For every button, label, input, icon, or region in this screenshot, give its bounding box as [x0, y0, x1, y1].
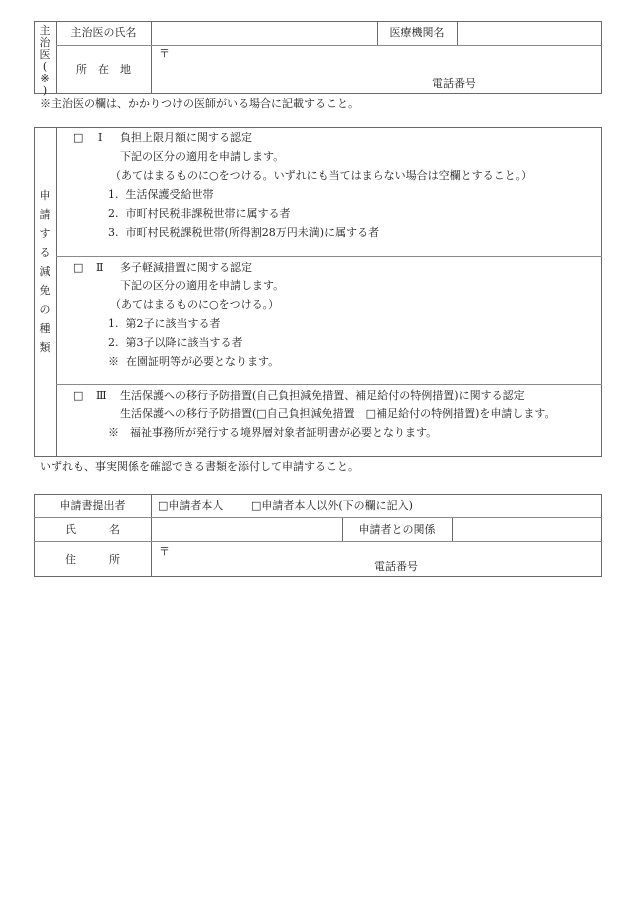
divider: [151, 494, 152, 577]
relation-field[interactable]: [454, 519, 600, 540]
item-title: 生活保護への移行予防措置(自己負担減免措置、補足給付の特例措置)に関する認定: [120, 389, 525, 402]
option-self-checkbox[interactable]: □申請者本人: [158, 499, 224, 512]
doctor-name-field[interactable]: [153, 23, 375, 44]
option-1[interactable]: 1. 第2子に該当する者: [108, 317, 221, 330]
item-numeral: Ⅲ: [96, 389, 107, 402]
attachment-note: いずれも、事実関係を確認できる書類を添付して申請すること。: [40, 460, 359, 473]
address-label: 所 在 地: [76, 63, 131, 76]
item-note: ※ 在園証明等が必要となります。: [108, 355, 280, 368]
divider: [34, 541, 602, 542]
option-1[interactable]: 1. 生活保護受給世帯: [108, 188, 214, 201]
name-field[interactable]: [153, 519, 340, 540]
item-line: 下記の区分の適用を申請します。: [120, 150, 285, 163]
submitter-label: 申請書提出者: [59, 499, 126, 512]
divider: [151, 21, 152, 94]
option-other-checkbox[interactable]: □申請者本人以外(下の欄に記入): [251, 499, 413, 512]
divider: [452, 517, 453, 541]
doctor-name-label: 主治医の氏名: [70, 26, 137, 39]
doctor-side-label: 主 治 医 ( ※ ): [39, 24, 51, 97]
doctor-note: ※主治医の欄は、かかりつけの医師がいる場合に記載すること。: [40, 97, 359, 110]
item-numeral: Ⅱ: [96, 261, 104, 274]
checkbox-item-2[interactable]: □: [73, 261, 84, 274]
item-instruction: （あてはまるものに○をつける。）: [110, 298, 280, 311]
institution-label: 医療機関名: [389, 26, 445, 39]
divider: [34, 517, 602, 518]
item-line[interactable]: 生活保護への移行予防措置(□自己負担減免措置 □補足給付の特例措置)を申請します。: [120, 407, 556, 420]
divider: [56, 384, 602, 385]
phone-label: 電話番号: [374, 560, 418, 573]
item-note: ※ 福祉事務所が発行する境界層対象者証明書が必要となります。: [108, 426, 438, 439]
option-3[interactable]: 3. 市町村民税課税世帯(所得割28万円未満)に属する者: [108, 226, 380, 239]
postal-mark: 〒: [159, 47, 170, 60]
checkbox-item-3[interactable]: □: [73, 389, 84, 402]
address-label: 住 所: [65, 553, 120, 566]
phone-label: 電話番号: [432, 77, 476, 90]
name-label: 氏 名: [65, 523, 120, 536]
doctor-address-field[interactable]: [153, 47, 600, 92]
item-line: 下記の区分の適用を申請します。: [120, 279, 285, 292]
divider: [56, 45, 602, 46]
postal-mark: 〒: [159, 545, 170, 558]
reduction-side-label: 申 請 す る 減 免 の 種 類: [39, 189, 51, 354]
option-2[interactable]: 2. 第3子以降に該当する者: [108, 336, 243, 349]
submitter-address-field[interactable]: [153, 543, 600, 575]
item-title: 多子軽減措置に関する認定: [120, 261, 252, 274]
item-title: 負担上限月額に関する認定: [120, 131, 252, 144]
divider: [56, 256, 602, 257]
option-2[interactable]: 2. 市町村民税非課税世帯に属する者: [108, 207, 291, 220]
institution-field[interactable]: [459, 23, 600, 44]
checkbox-item-1[interactable]: □: [73, 131, 84, 144]
divider: [56, 127, 57, 457]
item-instruction: （あてはまるものに○をつける。いずれにも当てはまらない場合は空欄とすること。）: [110, 169, 533, 182]
divider: [457, 21, 458, 45]
relation-label: 申請者との関係: [358, 523, 436, 536]
item-numeral: Ⅰ: [98, 131, 103, 144]
